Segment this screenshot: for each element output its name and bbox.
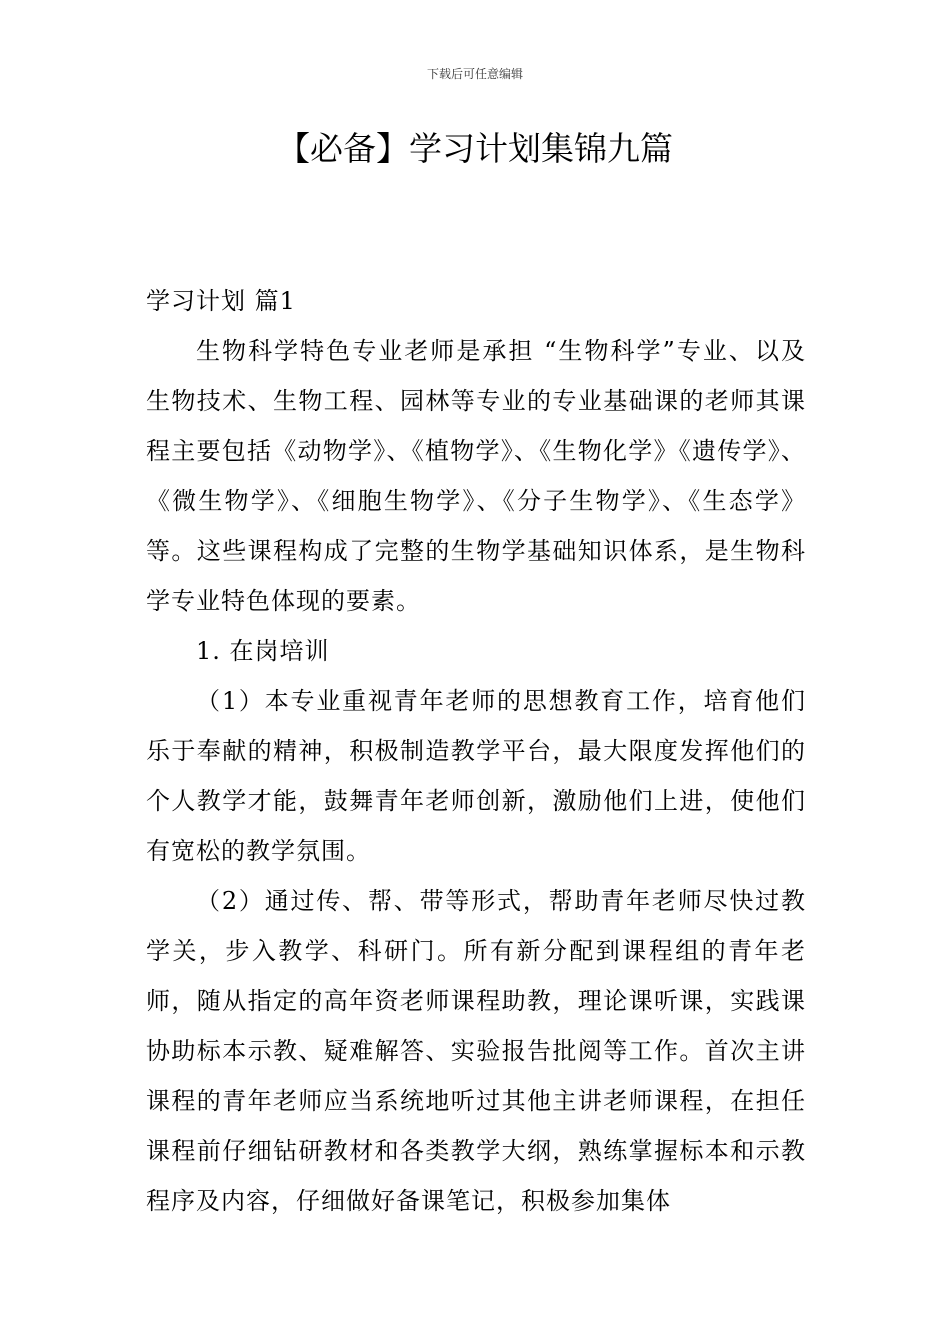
list-item-training: 1. 在岗培训 (196, 637, 330, 665)
header-note: 下载后可任意编辑 (426, 67, 523, 81)
document-title: 【必备】学习计划集锦九篇 (277, 129, 673, 168)
document-body (146, 276, 806, 1226)
paragraph-point-2: （2）通过传、帮、带等形式，帮助青年老师尽快过教学关，步入教学、科研门。所有新分配到课程组的青年老师，随从指定的高年资老师课程助教，理论课听课，实践课协助标本示教、疑难解答、实验报告批阅等工作。首次主讲课程的青年老师应当系统地听过其他主讲老师课程，在担任课程前仔细钻研教材和各类教学大纲，熟练掌握标本和示教程序及内容，仔细做好备课笔记，积极参加集体 (146, 887, 806, 1215)
paragraph-intro: 生物科学特色专业老师是承担 “生物科学”专业、以及生物技术、生物工程、园林等专业的专业基础课的老师其课程主要包括《动物学》、《植物学》、《生物化学》《遗传学》、《微生物学》、《细胞生物学》、《分子生物学》、《生态学》等。这些课程构成了完整的生物学基础知识体系，是生物科学专业特色体现的要素。 (146, 337, 806, 615)
section-heading: 学习计划 篇1 (146, 287, 296, 315)
paragraph-point-1: （1）本专业重视青年老师的思想教育工作，培育他们乐于奉献的精神，积极制造教学平台，最大限度发挥他们的个人教学才能，鼓舞青年老师创新，激励他们上进，使他们有宽松的教学氛围。 (146, 687, 806, 865)
